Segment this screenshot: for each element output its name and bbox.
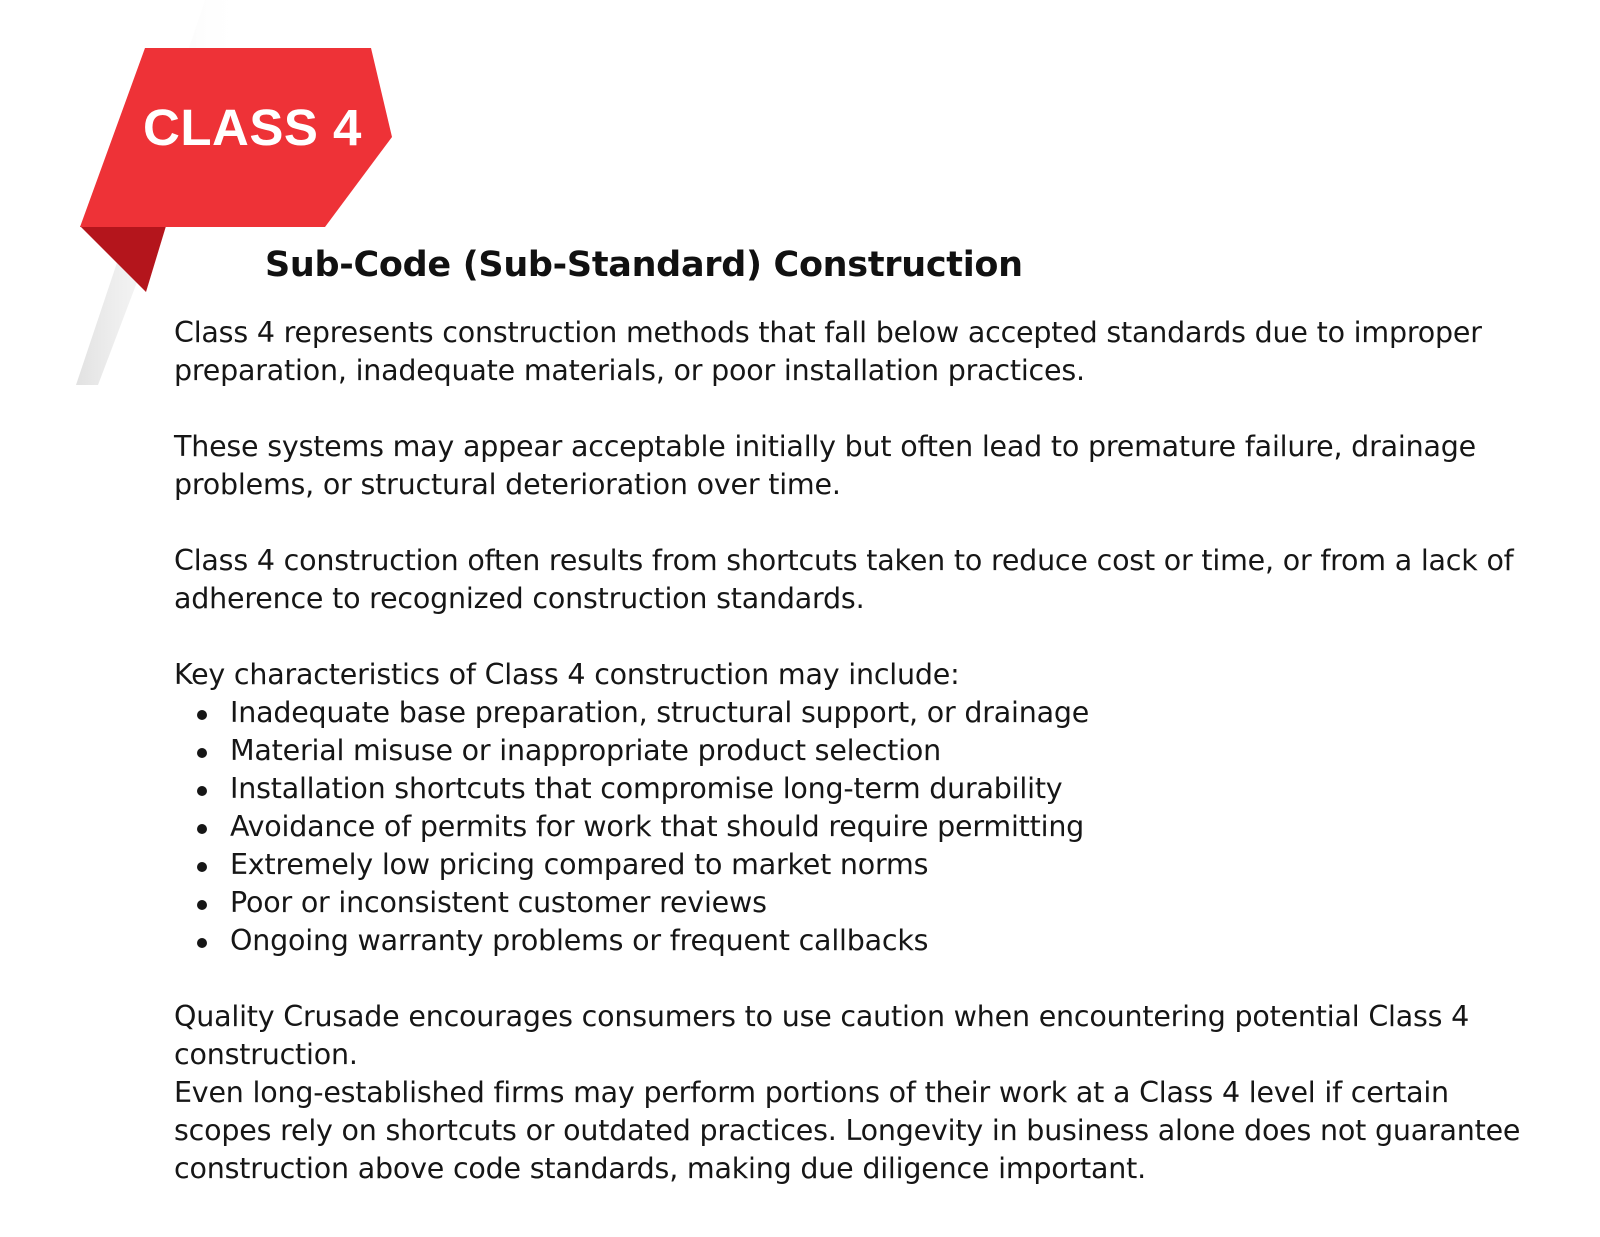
list-intro: Key characteristics of Class 4 construction may include:	[174, 658, 960, 691]
class-badge-label: CLASS 4	[143, 99, 362, 156]
shortcuts-paragraph: Class 4 construction often results from shortcuts taken to reduce cost or time, or from a lack of adherence to recognized construction standards.	[174, 544, 1514, 615]
list-item	[174, 846, 1529, 884]
bullet-icon	[197, 786, 207, 796]
list-item	[174, 884, 1529, 922]
list-item-text: Inadequate base preparation, structural support, or drainage	[230, 696, 1090, 729]
list-item	[174, 732, 1529, 770]
deterioration-paragraph: These systems may appear acceptable initially but often lead to premature failure, drainage problems, or structural deterioration over time.	[174, 430, 1476, 501]
intro-paragraph: Class 4 represents construction methods that fall below accepted standards due to improper preparation, inadequate materials, or poor installation practices.	[174, 316, 1482, 387]
list-item	[174, 808, 1529, 846]
list-item-text: Ongoing warranty problems or frequent callbacks	[230, 924, 929, 957]
bullet-icon	[197, 710, 207, 720]
list-item-text: Extremely low pricing compared to market norms	[230, 848, 929, 881]
bullet-icon	[197, 900, 207, 910]
list-item	[174, 770, 1529, 808]
characteristics-list	[174, 694, 1529, 960]
caution-paragraph: Quality Crusade encourages consumers to use caution when encountering potential Class 4 construction.	[174, 1000, 1470, 1071]
list-item-text: Avoidance of permits for work that should require permitting	[230, 810, 1085, 843]
bullet-icon	[197, 862, 207, 872]
list-item-text: Poor or inconsistent customer reviews	[230, 886, 767, 919]
bullet-icon	[197, 748, 207, 758]
due-diligence-paragraph: Even long-established firms may perform portions of their work at a Class 4 level if certain scopes rely on shortcuts or outdated practices. Longevity in business alone does not guarantee construction above code standards, making due diligence important.	[174, 1076, 1521, 1185]
page-title: Sub-Code (Sub-Standard) Construction	[265, 245, 1023, 285]
bullet-icon	[197, 938, 207, 948]
list-item-text: Material misuse or inappropriate product selection	[230, 734, 941, 767]
list-item	[174, 694, 1529, 732]
bullet-icon	[197, 824, 207, 834]
content-body	[174, 314, 1529, 1188]
list-item	[174, 922, 1529, 960]
list-item-text: Installation shortcuts that compromise long-term durability	[230, 772, 1063, 805]
